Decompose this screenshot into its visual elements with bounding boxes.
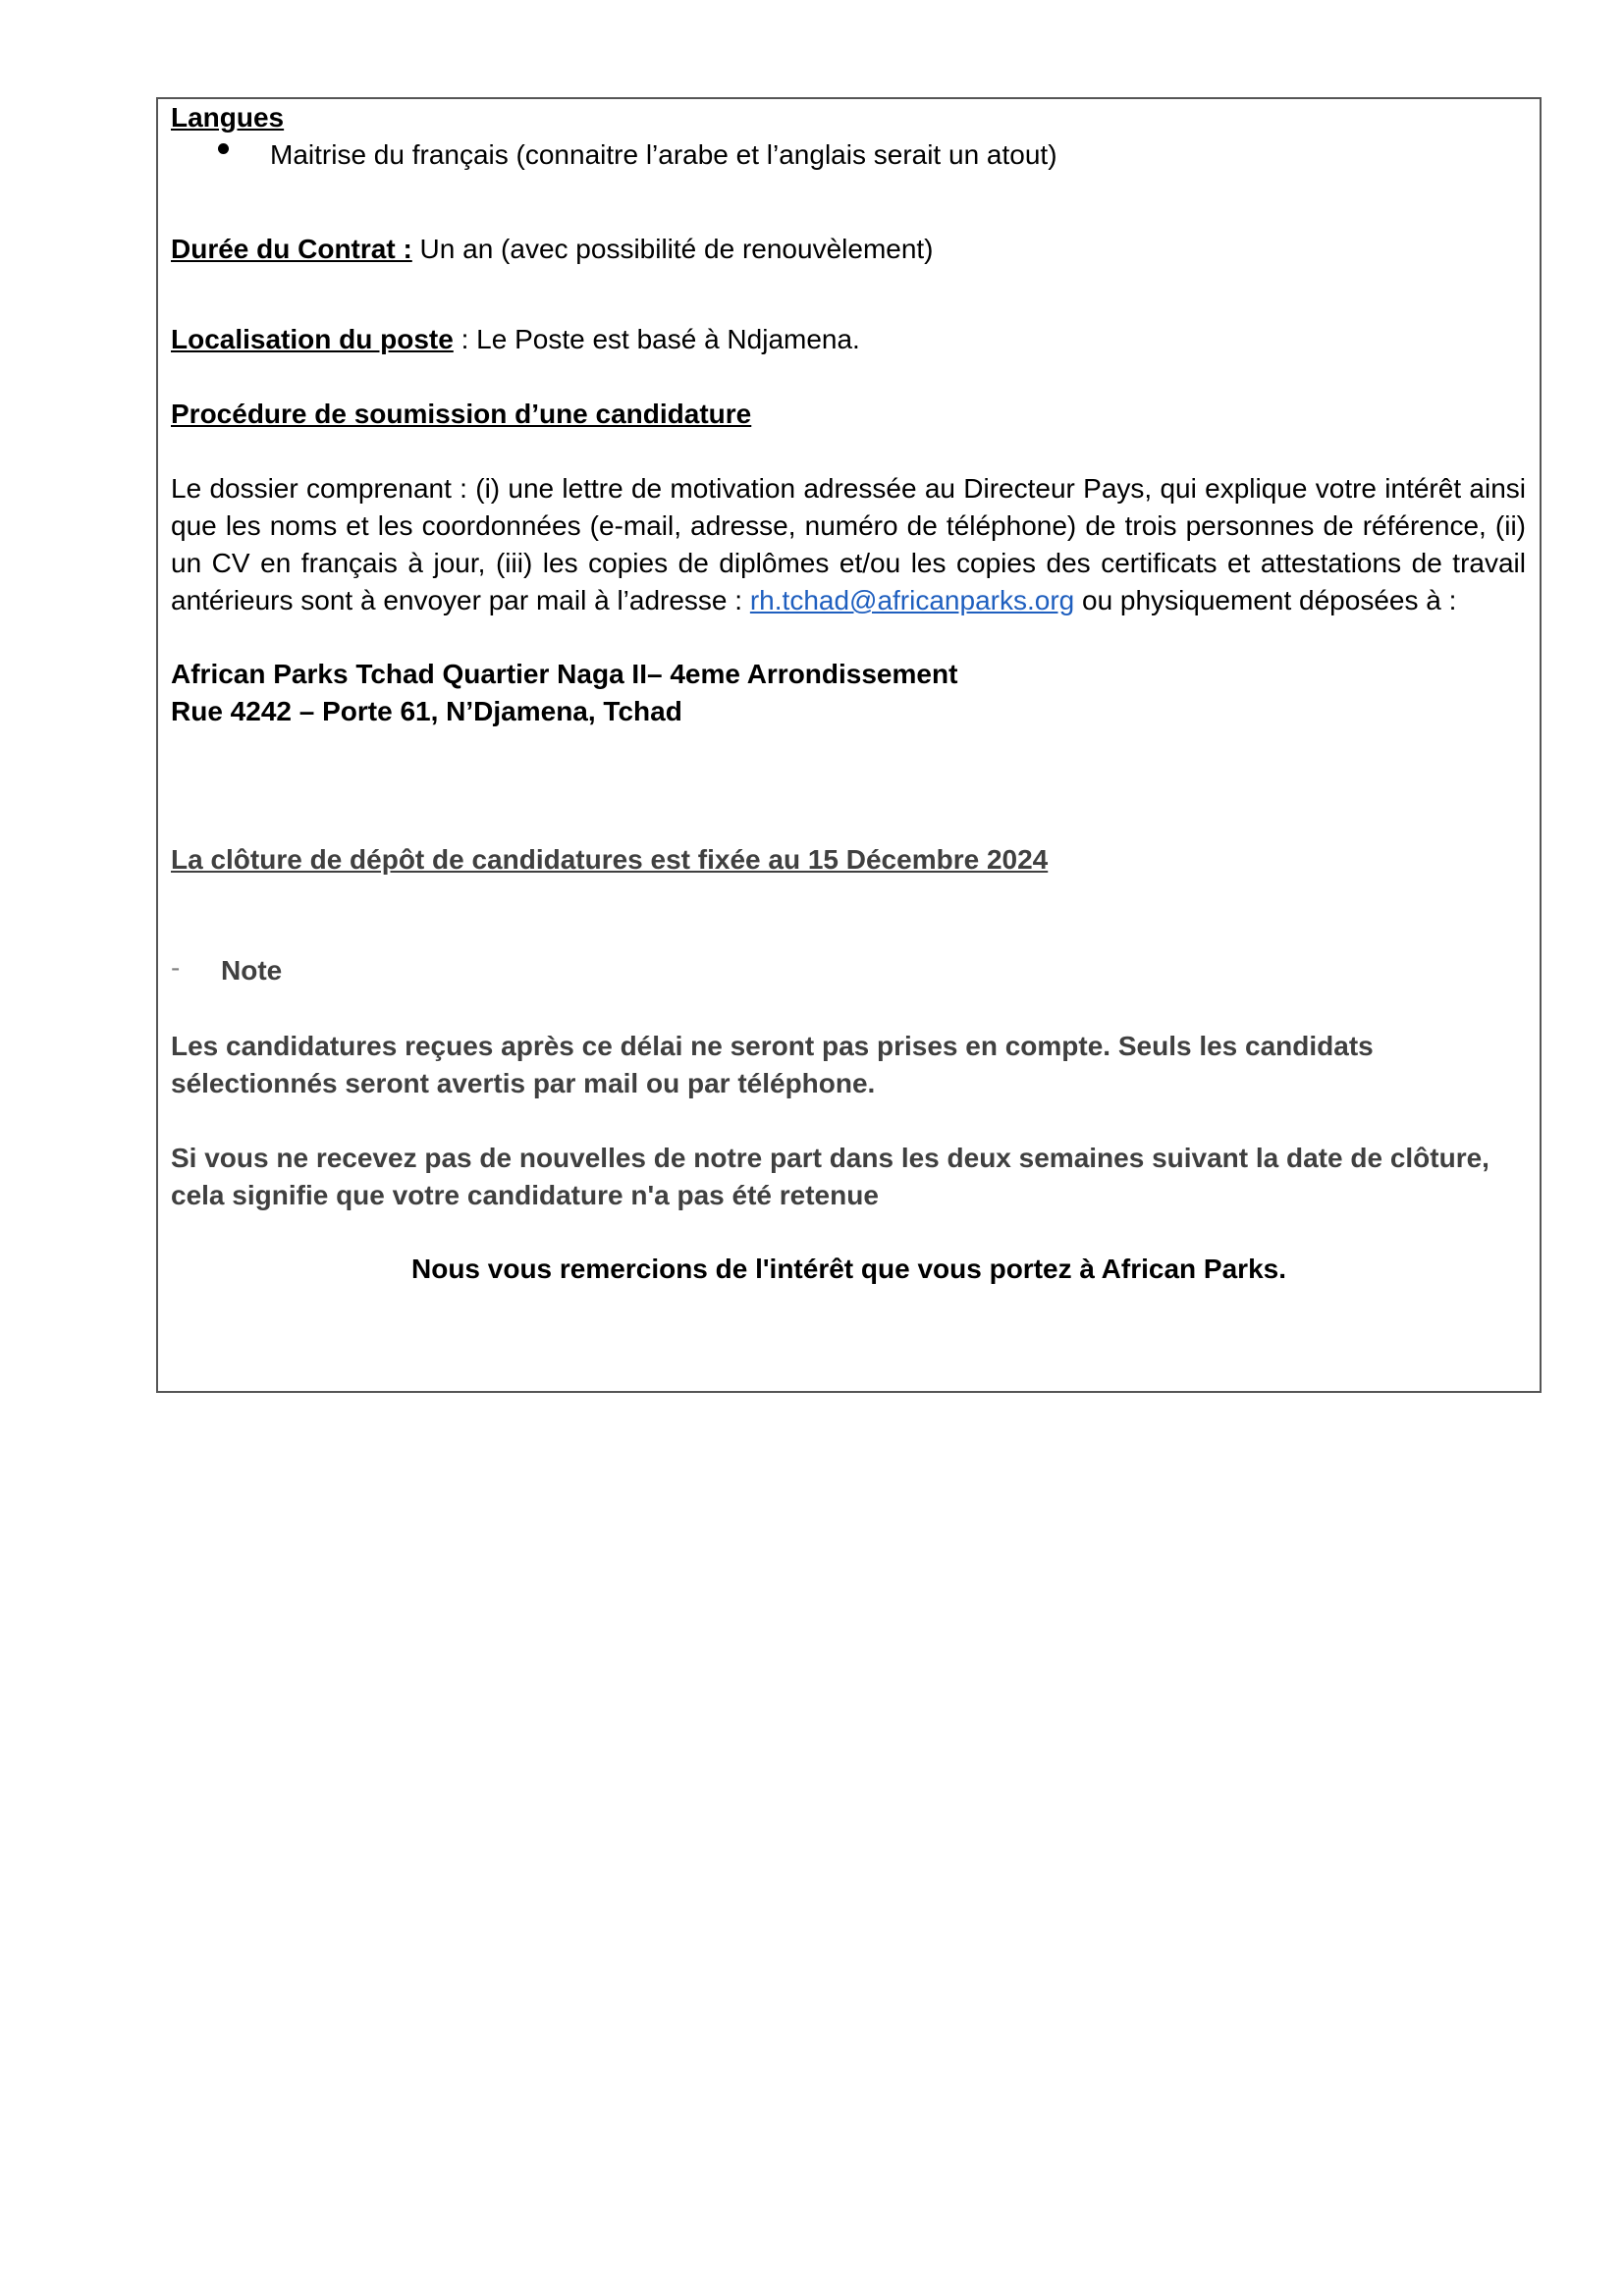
localisation-line — [171, 321, 860, 358]
procedure-text-before: Le dossier comprenant : (i) une lettre de motivation adressée au Directeur Pays, qui explique votre intérêt ainsi que les noms et les coordonnées (e-mail, adresse, numéro de téléphone) de trois personnes de référence, (ii) un CV en français à jour, (iii) les copies de diplômes et/ou les copies des certificats et attestations de travail antérieurs sont à envoyer par mail à l’adresse : — [171, 473, 1526, 615]
bullet-dot-icon — [218, 143, 229, 154]
localisation-value: : Le Poste est basé à Ndjamena. — [453, 324, 860, 354]
duree-value: Un an (avec possibilité de renouvèlement) — [411, 234, 934, 264]
note-paragraph-2: Si vous ne recevez pas de nouvelles de notre part dans les deux semaines suivant la date de clôture, cela signifie que votre candidature n'a pas été retenue — [171, 1143, 1489, 1210]
address-line-2: Rue 4242 – Porte 61, N’Djamena, Tchad — [171, 696, 682, 726]
duree-line — [171, 231, 934, 268]
procedure-text-after: ou physiquement déposées à : — [1074, 585, 1457, 615]
note-dash: - — [171, 952, 181, 983]
duree-label: Durée du Contrat : — [171, 234, 412, 264]
address-line-1: African Parks Tchad Quartier Naga II– 4eme Arrondissement — [171, 659, 958, 689]
thanks-line: Nous vous remercions de l'intérêt que vous portez à African Parks. — [411, 1254, 1286, 1284]
note-label: Note — [221, 955, 283, 986]
cloture-notice: La clôture de dépôt de candidatures est fixée au 15 Décembre 2024 — [171, 844, 1049, 875]
langues-heading: Langues — [171, 102, 285, 133]
localisation-label: Localisation du poste — [171, 324, 454, 354]
email-link[interactable]: rh.tchad@africanparks.org — [749, 585, 1075, 615]
langues-bullet: Maitrise du français (connaitre l’arabe et l’anglais serait un atout) — [270, 139, 1057, 170]
note-paragraph-1: Les candidatures reçues après ce délai ne seront pas prises en compte. Seuls les candidats sélectionnés seront avertis par mail ou par téléphone. — [171, 1031, 1374, 1098]
procedure-paragraph — [171, 470, 1526, 619]
procedure-heading: Procédure de soumission d’une candidature — [171, 399, 752, 429]
